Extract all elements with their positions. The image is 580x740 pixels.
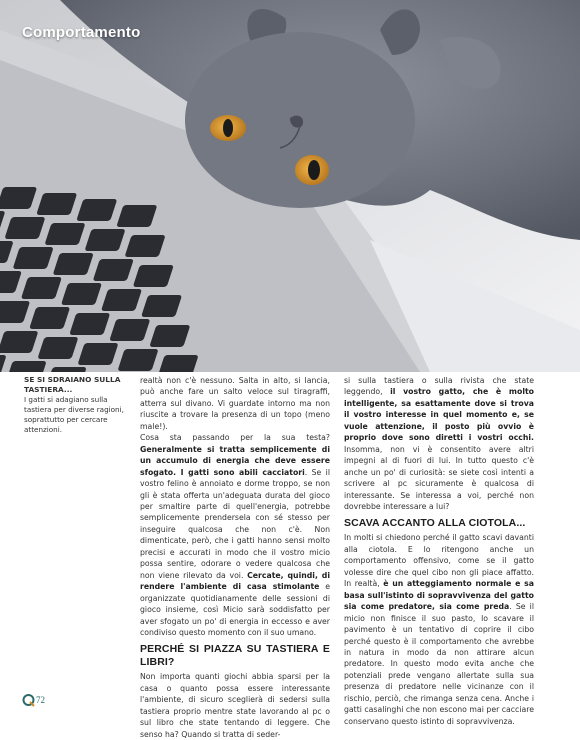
keyboard-key-icon — [84, 229, 125, 251]
keyboard-key-icon — [93, 259, 134, 281]
paragraph: Cosa sta passando per la sua testa? Generalmente si tratta semplicemente di un accumulo di energia che deve essere sfogato. I gatti sono abili cacciatori. Se il vostro felino è annoiato e dorme troppo, se non gli è stata offerta un'adeguata durata del gioco per smaltire parte di quell'energia, potrebbe semplicemente prendersela con sé stesso per inseguire qualcosa che non c'è. Non dimenticate, però, che i gatti hanno sensi molto precisi e accurati in modo che il vostro micio possa sentire, odorare o vedere qualcosa che non viene rilevato da voi. Cercate, quindi, di rendere l'ambiente di casa stimolante e organizzate quotidianamente delle sessioni di gioco insieme, così Micio sarà soddisfatto per aver sfogato un po' di energia in eccesso e aver condiviso questo momento con il suo umano. — [140, 433, 331, 637]
page-number: 72 — [36, 695, 45, 705]
paragraph: realtà non c'è nessuno. Salta in alto, si lancia, può anche fare un salto veloce sul tiragraffi, atterra sul divano. Vi guardate intorno ma non riuscite a trovare la presenza di un topo (meno male!). — [140, 376, 330, 431]
keyboard-key-icon — [61, 283, 102, 305]
caption-title: SE SI SDRAIANO SULLA TASTIERA... — [24, 375, 121, 394]
keyboard-key-icon — [76, 199, 117, 221]
subheading: SCAVA ACCANTO ALLA CIOTOLA... — [344, 517, 526, 530]
photo-caption — [24, 375, 132, 435]
keyboard-key-icon — [21, 277, 62, 299]
article-column-2 — [344, 375, 534, 727]
keyboard-key-icon — [141, 295, 182, 317]
keyboard-key-icon — [36, 193, 77, 215]
keyboard-key-icon — [29, 307, 70, 329]
subheading: PERCHÉ SI PIAZZA SU TASTIERA E LIBRI? — [140, 643, 330, 669]
keyboard-key-icon — [124, 235, 165, 257]
keyboard-key-icon — [13, 247, 54, 269]
keyboard-key-icon — [4, 217, 45, 239]
keyboard-key-icon — [109, 319, 150, 341]
keyboard-key-icon — [44, 223, 85, 245]
magazine-logo-icon — [22, 693, 35, 707]
keyboard-key-icon — [77, 343, 118, 365]
keyboard-key-icon — [37, 337, 78, 359]
article-column-1 — [140, 375, 330, 740]
paragraph: si sulla tastiera o sulla rivista che state leggendo, il vostro gatto, che è molto intelligente, sa esattamente dove si trova il vostro interesse in quel momento e, se vuole attenzione, il posto più ovvio è proprio dove sono diretti i vostri occhi. Insomma, non vi è consentito avere altri impegni al di fuori di lui. In tutto questo c'è anche un po' di curiosità: se siete così intenti a scrivere al pc sicuramente è qualcosa di interessante. Se interessa a voi, perché non dovrebbe interessare a lui? — [344, 376, 535, 511]
paragraph: Non importa quanti giochi abbia sparsi per la casa o quanto possa essere interessante l'ambiente, di sicuro sceglierà di sedersi sulla tastiera proprio mentre state lavorando al pc o sul libro che state tentando di leggere. Che senso ha? Quando si tratta di seder- — [140, 672, 330, 739]
keyboard-key-icon — [69, 313, 110, 335]
keyboard-key-icon — [149, 325, 190, 347]
keyboard-key-icon — [117, 349, 158, 371]
keyboard-key-icon — [133, 265, 174, 287]
keyboard-key-icon — [116, 205, 157, 227]
paragraph: In molti si chiedono perché il gatto scavi davanti alla ciotola. E lo ritengono anche un comportamento offensivo, come se il gatto volesse dire che quel cibo non gli piace affatto. In realtà, è un atteggiamento normale e sa basa sull'istinto di sopravvivenza del gatto sia come predatore, sia come preda. Se il micio non finisce il suo pasto, lo scavare il pavimento è un tentativo di coprire il cibo perché questo è il comportamento che avrebbe in natura in modo da non attirare alcun predatore. In questo modo evita anche che potenziali prede vengano allertate sulla sua presenza di predatore nelle vicinanze con il rischio, perciò, che rimanga senza cena. Anche i gatti casalinghi che non escono mai per cacciare conservano questo istinto di sopravvivenza. — [344, 533, 534, 726]
caption-text: I gatti si adagiano sulla tastiera per diverse ragioni, soprattutto per cercare attenzioni. — [24, 395, 124, 434]
page-folio — [22, 693, 45, 707]
section-label: Comportamento — [22, 24, 141, 41]
keyboard-key-icon — [101, 289, 142, 311]
keyboard-key-icon — [53, 253, 94, 275]
